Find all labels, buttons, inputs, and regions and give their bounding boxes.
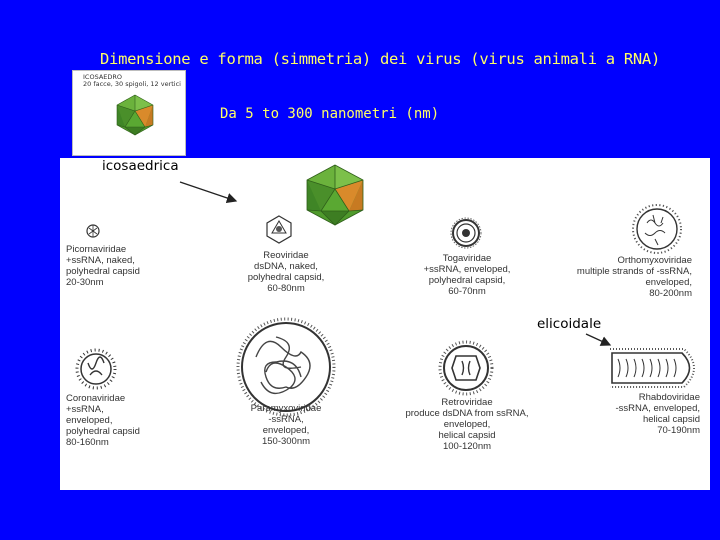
coronavirus-icon: [77, 350, 115, 388]
reoviridae-label: Reoviridae dsDNA, naked, polyhedral capsid, 60-80nm: [247, 250, 325, 294]
icosahedral-label: icosaedrica: [102, 158, 179, 174]
picornaviridae-label: Picornaviridae +ssRNA, naked, polyhedral capsid 20-30nm: [66, 244, 140, 288]
retroviridae-label: Retroviridae produce dsDNA from ssRNA, enveloped, helical capsid 100-120nm: [405, 397, 529, 452]
paramyxovirus-icon: [238, 319, 334, 415]
togavirus-icon: [451, 218, 481, 248]
picornavirus-icon: [87, 225, 99, 237]
rhabdoviridae-label: Rhabdoviridae -ssRNA, enveloped, helical capsid 70-190nm: [615, 392, 700, 436]
helical-label: elicoidale: [537, 316, 602, 332]
rhabdovirus-icon: [610, 349, 694, 387]
size-range-subtitle: Da 5 to 300 nanometri (nm): [220, 106, 440, 122]
icosahedral-arrow: [180, 182, 236, 201]
paramyxoviridae-label: Paramyxoviridae -ssRNA, enveloped, 150-300nm: [250, 403, 322, 447]
icosahedron-large-icon: [307, 165, 363, 225]
coronaviridae-label: Coronaviridae +ssRNA, enveloped, polyhedral capsid 80-160nm: [66, 393, 140, 448]
reovirus-icon: [267, 216, 291, 243]
thumbnail-caption: ICOSAEDRO 20 facce, 30 spigoli, 12 vertici: [83, 73, 181, 88]
orthomyxoviridae-label: Orthomyxoviridae multiple strands of -ssRNA, enveloped, 80-200nm: [576, 255, 692, 299]
helical-arrow: [586, 334, 610, 345]
orthomyxovirus-icon: [633, 205, 681, 253]
togaviridae-label: Togaviridae +ssRNA, enveloped, polyhedral capsid, 60-70nm: [423, 253, 511, 297]
retrovirus-icon: [440, 342, 492, 394]
slide-title: Dimensione e forma (simmetria) dei virus (virus animali a RNA): [100, 50, 660, 68]
